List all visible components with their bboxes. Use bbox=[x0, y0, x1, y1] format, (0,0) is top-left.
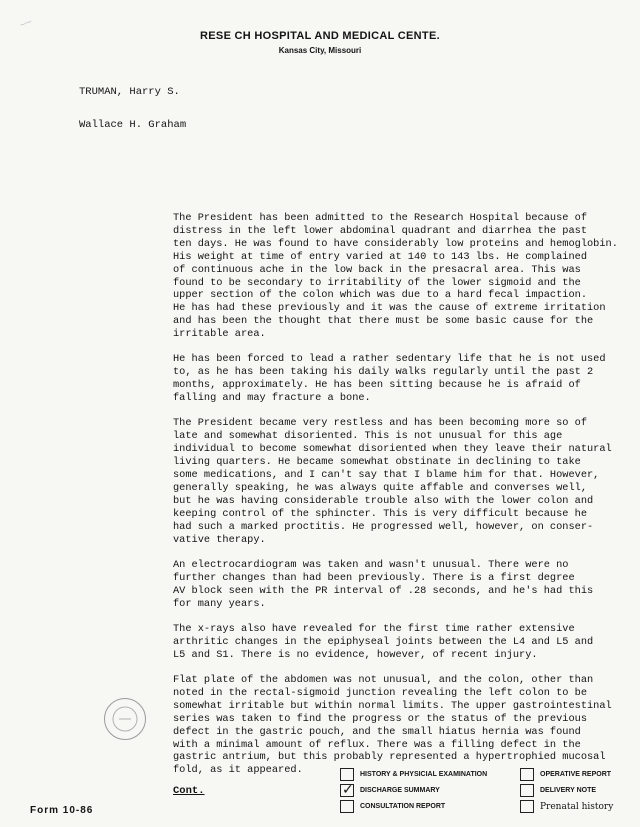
report-type-checklist bbox=[340, 766, 640, 826]
paragraph-abdomen: Flat plate of the abdomen was not unusual, and the colon, other than noted in the rectal-sigmoid junction revealing the left colon to be somewhat irritable but within normal limits. The upper gastrointestinal series was taken to find the progress or the status of the previous defect in the gastric pouch, and the small hiatus hernia was found with a minimal amount of reflux. There was a filling defect in the gastric antrium, but this probably represented a hypertrophied mucosal fold, as it appeared. bbox=[173, 674, 612, 777]
checkbox-history-physical[interactable] bbox=[340, 768, 487, 781]
paragraph-xrays: The x-rays also have revealed for the first time rather extensive arthritic changes in the epiphyseal joints between the L4 and L5 and L5 and S1. There is no evidence, however, of recent injury. bbox=[173, 622, 594, 661]
paragraph-admission: The President has been admitted to the Research Hospital because of distress in the left lower abdominal quadrant and diarrhea the past ten days. He was found to have considerably low proteins and hemoglobin. His weight at time of entry varied at 140 to 143 lbs. He complained of continuous ache in the low back in the presacral area. This was found to be secondary to irritability of the lower sigmoid and the upper section of the colon which was due to a hard fecal impaction. He has had these previously and it was the cause of extreme irritation and has been the thought that there must be some basic cause for the irritable area. bbox=[173, 212, 618, 341]
checkbox-discharge-summary[interactable] bbox=[340, 781, 440, 797]
checkbox-box[interactable] bbox=[340, 781, 354, 797]
checkbox-box[interactable] bbox=[520, 800, 534, 813]
hospital-location: Kansas City, Missouri bbox=[278, 46, 362, 55]
paragraph-ecg: An electrocardiogram was taken and wasn't unusual. There were no further changes than had been previously. There is a first degree AV block seen with the PR interval of .28 seconds, and he's had this for many years. bbox=[173, 558, 594, 610]
patient-name: TRUMAN, Harry S. bbox=[79, 86, 180, 98]
continued-label: Cont. bbox=[173, 785, 205, 797]
checkbox-label: DISCHARGE SUMMARY bbox=[360, 787, 440, 794]
checkbox-label: OPERATIVE REPORT bbox=[540, 771, 612, 778]
form-number: Form 10-86 bbox=[30, 805, 94, 816]
paragraph-sedentary: He has been forced to lead a rather sedentary life that he is not used to, as he has been taking his daily walks regularly until the past 2 months, approximately. He has been sitting because he is afraid of falling and may fracture a bone. bbox=[173, 353, 606, 405]
paragraph-restless: The President became very restless and has been becoming more so of late and somewhat disoriented. This is not unusual for this age individual to become somewhat disoriented when they leave their natural living quarters. He became somewhat obstinate in declining to take some medications, and I can't say that I blame him for that. However, generally speaking, he was always quite affable and converses well, but he was having considerable trouble also with the lower colon and keeping control of the sphincter. This is very difficult because he had such a marked proctitis. He progressed well, however, on conser- vative therapy. bbox=[173, 417, 612, 546]
checkbox-box[interactable] bbox=[340, 768, 354, 781]
checkbox-box[interactable] bbox=[520, 768, 534, 781]
checkbox-label: CONSULTATION REPORT bbox=[360, 803, 446, 810]
checkbox-label: DELIVERY NOTE bbox=[540, 787, 597, 794]
margin-scribble: ⁓⁓ bbox=[19, 18, 33, 29]
checkbox-label: Prenatal history bbox=[540, 801, 614, 812]
checkbox-prenatal-history[interactable] bbox=[520, 800, 613, 813]
checkbox-box[interactable] bbox=[520, 784, 534, 797]
report-body bbox=[173, 212, 628, 790]
checkbox-consultation-report[interactable] bbox=[340, 800, 445, 813]
checkbox-box[interactable] bbox=[340, 800, 354, 813]
checkbox-operative-report[interactable] bbox=[520, 768, 611, 781]
physician-name: Wallace H. Graham bbox=[79, 119, 187, 131]
hospital-name: RESE CH HOSPITAL AND MEDICAL CENTE. bbox=[200, 30, 440, 42]
archive-stamp bbox=[104, 698, 146, 740]
checkbox-label: HISTORY & PHYSICIAL EXAMINATION bbox=[360, 771, 488, 778]
checkbox-delivery-note[interactable] bbox=[520, 784, 596, 797]
check-mark-icon: ✓ bbox=[342, 781, 354, 797]
